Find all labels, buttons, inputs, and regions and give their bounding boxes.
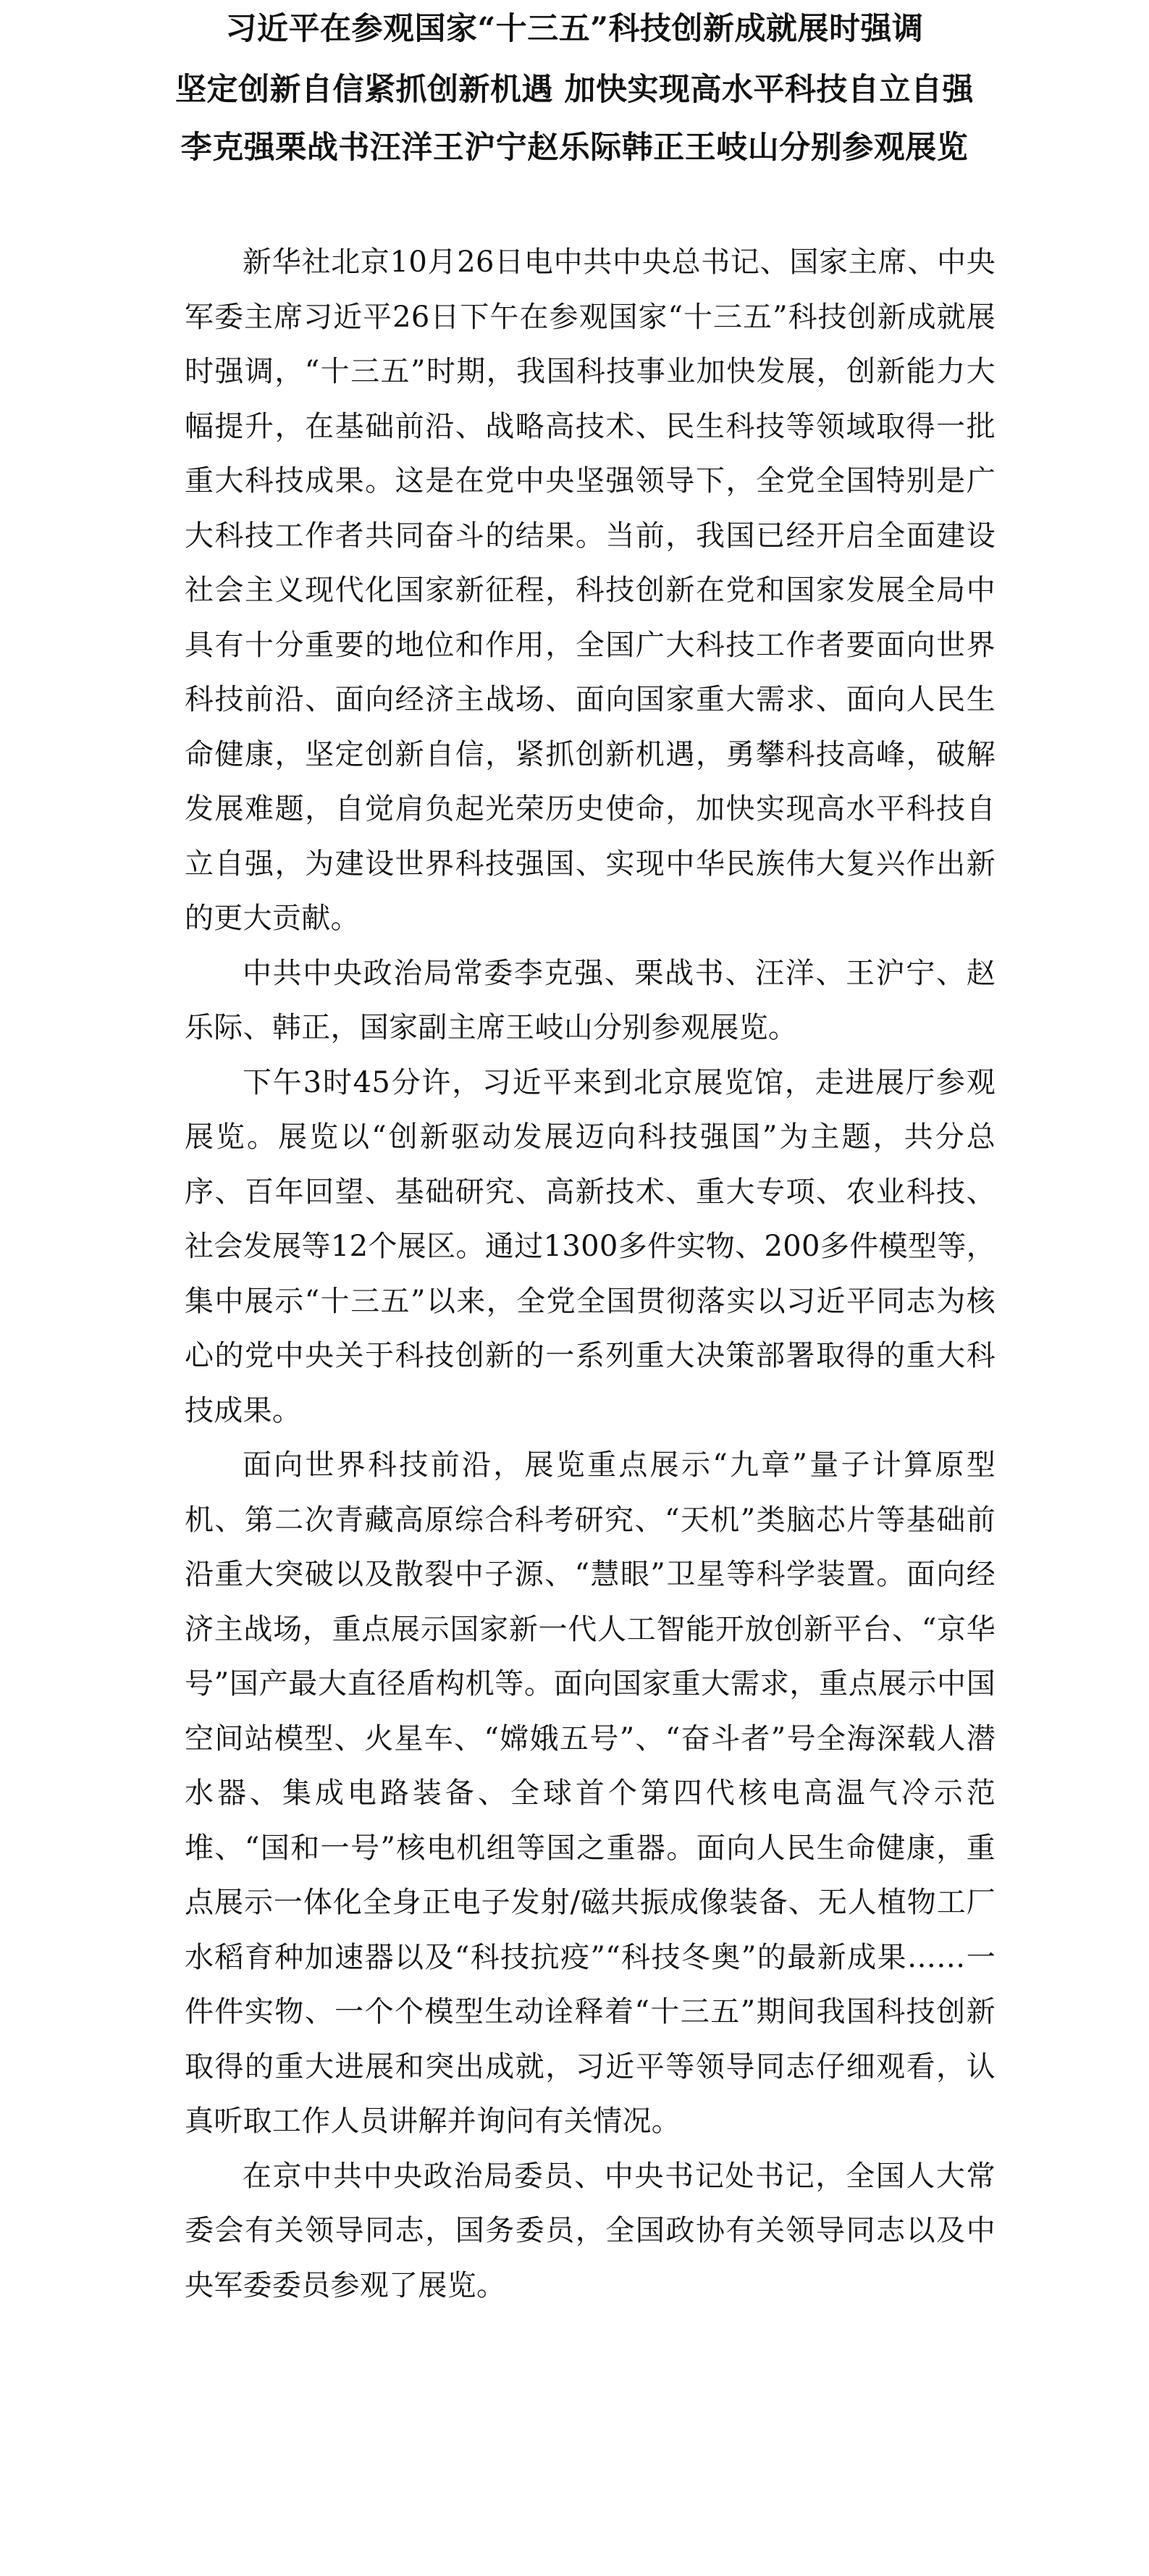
paragraph-1: 新华社北京10月26日电中共中央总书记、国家主席、中央军委主席习近平26日下午在参观国家“十三五”科技创新成就展时强调，“十三五”时期，我国科技事业加快发展，创新能力大幅提升，在基础前沿、战略高技术、民生科技等领域取得一批重大科技成果。这是在党中央坚强领导下，全党全国特别是广大科技工作者共同奋斗的结果。当前，我国已经开启全面建设社会主义现代化国家新征程，科技创新在党和国家发展全局中具有十分重要的地位和作用，全国广大科技工作者要面向世界科技前沿、面向经济主战场、面向国家重大需求、面向人民生命健康，坚定创新自信，紧抓创新机遇，勇攀科技高峰，破解发展难题，自觉肩负起光荣历史使命，加快实现高水平科技自立自强，为建设世界科技强国、实现中华民族伟大复兴作出新的更大贡献。: [185, 246, 996, 935]
headline-leaders: 李克强栗战书汪洋王沪宁赵乐际韩正王岐山分别参观展览: [180, 130, 969, 166]
paragraph-4: 面向世界科技前沿，展览重点展示“九章”量子计算原型机、第二次青藏高原综合科考研究、“天机”类脑芯片等基础前沿重大突破以及散裂中子源、“慧眼”卫星等科学装置。面向经济主战场，重点展示国家新一代人工智能开放创新平台、“京华号”国产最大直径盾构机等。面向国家重大需求，重点展示中国空间站模型、火星车、“嫦娥五号”、“奋斗者”号全海深载人潜水器、集成电路装备、全球首个第四代核电高温气冷示范堆、“国和一号”核电机组等国之重器。面向人民生命健康，重点展示一体化全身正电子发射/磁共振成像装备、无人植物工厂水稻育种加速器以及“科技抗疫”“科技冬奥”的最新成果……一件件实物、一个个模型生动诠释着“十三五”期间我国科技创新取得的重大进展和突出成就，习近平等领导同志仔细观看，认真听取工作人员讲解并询问有关情况。: [185, 1448, 996, 2138]
headline-sub: 坚定创新自信紧抓创新机遇 加快实现高水平科技自立自强: [175, 72, 974, 108]
paragraph-5: 在京中共中央政治局委员、中央书记处书记，全国人大常委会有关领导同志，国务委员，全国政协有关领导同志以及中央军委委员参观了展览。: [185, 2159, 996, 2302]
paragraph-3: 下午3时45分许，习近平来到北京展览馆，走进展厅参观展览。展览以“创新驱动发展迈向科技强国”为主题，共分总序、百年回望、基础研究、高新技术、重大专项、农业科技、社会发展等12个展区。通过1300多件实物、200多件模型等，集中展示“十三五”以来，全党全国贯彻落实以习近平同志为核心的党中央关于科技创新的一系列重大决策部署取得的重大科技成果。: [185, 1065, 996, 1427]
paragraph-2: 中共中央政治局常委李克强、栗战书、汪洋、王沪宁、赵乐际、韩正，国家副主席王岐山分别参观展览。: [185, 956, 996, 1044]
headline-main: 习近平在参观国家“十三五”科技创新成就展时强调: [225, 11, 924, 47]
article-body: [185, 235, 996, 2313]
